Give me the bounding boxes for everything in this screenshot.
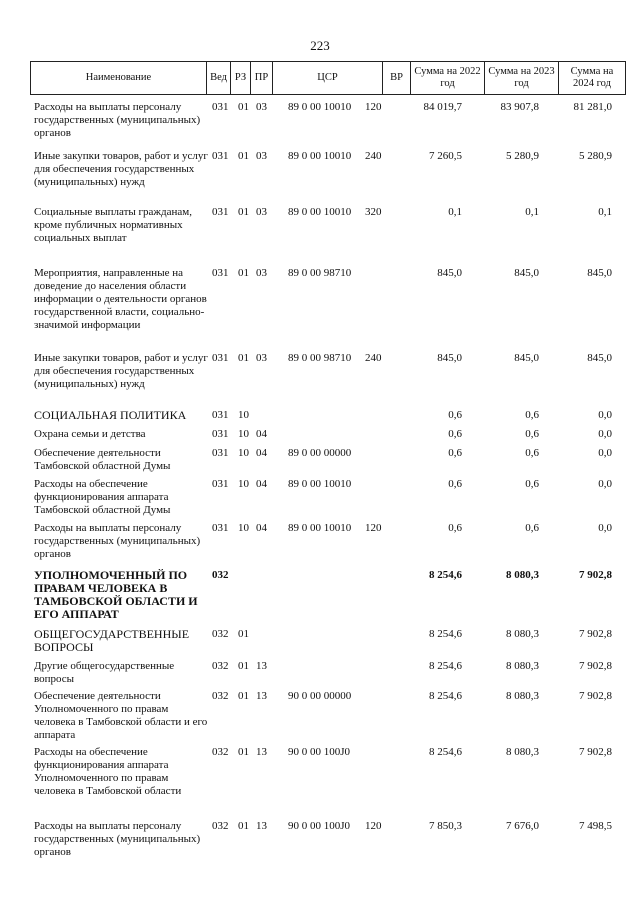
cell-rz: 01 bbox=[238, 101, 249, 113]
cell-ved: 031 bbox=[212, 428, 229, 440]
cell-rz: 01 bbox=[238, 820, 249, 832]
cell-pr: 04 bbox=[256, 428, 267, 440]
cell-name: Охрана семьи и детства bbox=[34, 428, 146, 440]
cell-csr: 90 0 00 100J0 bbox=[288, 820, 351, 832]
cell-s2: 0,6 bbox=[525, 428, 539, 440]
cell-s1: 8 254,6 bbox=[429, 628, 462, 640]
cell-s2: 0,1 bbox=[525, 206, 539, 218]
header-sum-2022: Сумма на 2022 год bbox=[411, 62, 485, 95]
cell-s2: 8 080,3 bbox=[506, 746, 539, 758]
cell-csr: 89 0 00 10010 bbox=[288, 206, 352, 218]
cell-name: Другие общегосударственные вопросы bbox=[34, 660, 175, 685]
cell-rz: 10 bbox=[238, 409, 249, 421]
cell-pr: 03 bbox=[256, 206, 267, 218]
cell-s1: 0,6 bbox=[448, 522, 462, 534]
cell-s1: 0,6 bbox=[448, 428, 462, 440]
cell-s3: 0,0 bbox=[598, 447, 612, 459]
cell-name: ОБЩЕГОСУДАРСТВЕННЫЕ ВОПРОСЫ bbox=[34, 627, 190, 654]
cell-s2: 8 080,3 bbox=[506, 660, 539, 672]
cell-name: Социальные выплаты гражданам, кроме публичных нормативных социальных выплат bbox=[34, 206, 192, 244]
cell-ved: 032 bbox=[212, 746, 229, 758]
cell-name: Иные закупки товаров, работ и услуг для обеспечения государственных (муниципальных) нужд bbox=[34, 150, 208, 188]
cell-ved: 032 bbox=[212, 660, 229, 672]
cell-vr: 240 bbox=[365, 150, 382, 162]
cell-rz: 01 bbox=[238, 660, 249, 672]
cell-s1: 8 254,6 bbox=[429, 690, 462, 702]
cell-pr: 04 bbox=[256, 478, 267, 490]
cell-name: Расходы на обеспечение функционирования аппарата Уполномоченного по правам человека в Тамбовской области bbox=[34, 746, 182, 797]
cell-rz: 01 bbox=[238, 150, 249, 162]
cell-ved: 031 bbox=[212, 352, 229, 364]
cell-s1: 8 254,6 bbox=[429, 660, 462, 672]
header-sum-2024: Сумма на 2024 год bbox=[559, 62, 626, 95]
cell-pr: 03 bbox=[256, 101, 267, 113]
cell-s3: 0,0 bbox=[598, 409, 612, 421]
cell-pr: 03 bbox=[256, 150, 267, 162]
cell-s1: 84 019,7 bbox=[423, 101, 462, 113]
cell-csr: 89 0 00 98710 bbox=[288, 352, 352, 364]
cell-s2: 8 080,3 bbox=[506, 569, 539, 581]
cell-ved: 031 bbox=[212, 447, 229, 459]
cell-pr: 13 bbox=[256, 690, 267, 702]
cell-s3: 845,0 bbox=[587, 352, 612, 364]
cell-ved: 032 bbox=[212, 628, 229, 640]
cell-rz: 01 bbox=[238, 267, 249, 279]
cell-rz: 01 bbox=[238, 628, 249, 640]
cell-s2: 0,6 bbox=[525, 409, 539, 421]
cell-name: Мероприятия, направленные на доведение до населения области информации о деятельности органов государственной власти, социально-значимой информации bbox=[34, 267, 207, 331]
cell-pr: 03 bbox=[256, 267, 267, 279]
cell-s3: 7 902,8 bbox=[579, 746, 612, 758]
cell-s3: 7 902,8 bbox=[579, 569, 612, 581]
cell-csr: 89 0 00 10010 bbox=[288, 522, 352, 534]
header-vr: ВР bbox=[383, 62, 411, 95]
cell-rz: 01 bbox=[238, 352, 249, 364]
table-header bbox=[30, 61, 626, 95]
cell-rz: 10 bbox=[238, 522, 249, 534]
cell-name: Расходы на выплаты персоналу государственных (муниципальных) органов bbox=[34, 820, 201, 858]
cell-s1: 0,1 bbox=[448, 206, 462, 218]
cell-vr: 120 bbox=[365, 101, 382, 113]
cell-ved: 031 bbox=[212, 478, 229, 490]
cell-rz: 10 bbox=[238, 428, 249, 440]
cell-name: УПОЛНОМОЧЕННЫЙ ПО ПРАВАМ ЧЕЛОВЕКА В ТАМБОВСКОЙ ОБЛАСТИ И ЕГО АППАРАТ bbox=[34, 568, 198, 621]
header-ved: Вед bbox=[207, 62, 231, 95]
cell-s1: 8 254,6 bbox=[429, 746, 462, 758]
cell-name: Иные закупки товаров, работ и услуг для обеспечения государственных (муниципальных) нужд bbox=[34, 352, 208, 390]
cell-pr: 13 bbox=[256, 746, 267, 758]
cell-csr: 89 0 00 10010 bbox=[288, 101, 352, 113]
cell-ved: 031 bbox=[212, 409, 229, 421]
cell-rz: 01 bbox=[238, 206, 249, 218]
cell-csr: 89 0 00 10010 bbox=[288, 150, 352, 162]
header-pr: ПР bbox=[251, 62, 273, 95]
cell-rz: 01 bbox=[238, 746, 249, 758]
cell-vr: 240 bbox=[365, 352, 382, 364]
cell-s1: 845,0 bbox=[437, 267, 462, 279]
cell-s1: 0,6 bbox=[448, 447, 462, 459]
cell-csr: 89 0 00 10010 bbox=[288, 478, 352, 490]
cell-ved: 031 bbox=[212, 267, 229, 279]
cell-ved: 031 bbox=[212, 206, 229, 218]
cell-s3: 7 498,5 bbox=[579, 820, 612, 832]
cell-ved: 031 bbox=[212, 101, 229, 113]
header-name: Наименование bbox=[31, 62, 207, 95]
cell-s3: 5 280,9 bbox=[579, 150, 612, 162]
cell-pr: 04 bbox=[256, 522, 267, 534]
cell-vr: 320 bbox=[365, 206, 382, 218]
cell-s1: 0,6 bbox=[448, 409, 462, 421]
cell-pr: 03 bbox=[256, 352, 267, 364]
cell-name: Расходы на выплаты персоналу государственных (муниципальных) органов bbox=[34, 522, 201, 560]
cell-s2: 845,0 bbox=[514, 267, 539, 279]
cell-rz: 10 bbox=[238, 478, 249, 490]
cell-s2: 8 080,3 bbox=[506, 628, 539, 640]
cell-name: Расходы на обеспечение функционирования аппарата Тамбовской областной Думы bbox=[34, 478, 171, 516]
cell-csr: 89 0 00 98710 bbox=[288, 267, 352, 279]
cell-s3: 0,0 bbox=[598, 522, 612, 534]
cell-s1: 0,6 bbox=[448, 478, 462, 490]
cell-s2: 7 676,0 bbox=[506, 820, 539, 832]
cell-s2: 8 080,3 bbox=[506, 690, 539, 702]
cell-s3: 845,0 bbox=[587, 267, 612, 279]
cell-s1: 7 260,5 bbox=[429, 150, 462, 162]
cell-s3: 7 902,8 bbox=[579, 690, 612, 702]
cell-csr: 90 0 00 100J0 bbox=[288, 746, 351, 758]
cell-vr: 120 bbox=[365, 522, 382, 534]
cell-s3: 0,1 bbox=[598, 206, 612, 218]
cell-ved: 032 bbox=[212, 569, 229, 581]
header-rz: РЗ bbox=[231, 62, 251, 95]
cell-pr: 13 bbox=[256, 820, 267, 832]
cell-s1: 7 850,3 bbox=[429, 820, 462, 832]
cell-pr: 13 bbox=[256, 660, 267, 672]
cell-name: Обеспечение деятельности Тамбовской областной Думы bbox=[34, 447, 171, 472]
cell-s2: 0,6 bbox=[525, 522, 539, 534]
cell-name: Обеспечение деятельности Уполномоченного по правам человека в Тамбовской области и его аппарата bbox=[34, 690, 208, 741]
cell-ved: 031 bbox=[212, 150, 229, 162]
cell-ved: 032 bbox=[212, 690, 229, 702]
cell-rz: 10 bbox=[238, 447, 249, 459]
cell-ved: 032 bbox=[212, 820, 229, 832]
cell-name: Расходы на выплаты персоналу государственных (муниципальных) органов bbox=[34, 101, 201, 139]
cell-pr: 04 bbox=[256, 447, 267, 459]
cell-s1: 8 254,6 bbox=[429, 569, 462, 581]
cell-rz: 01 bbox=[238, 690, 249, 702]
cell-s2: 83 907,8 bbox=[500, 101, 539, 113]
cell-ved: 031 bbox=[212, 522, 229, 534]
cell-s2: 845,0 bbox=[514, 352, 539, 364]
cell-s2: 0,6 bbox=[525, 478, 539, 490]
cell-vr: 120 bbox=[365, 820, 382, 832]
page-number: 223 bbox=[310, 38, 330, 53]
cell-s3: 0,0 bbox=[598, 428, 612, 440]
cell-s2: 5 280,9 bbox=[506, 150, 539, 162]
cell-s3: 0,0 bbox=[598, 478, 612, 490]
cell-s3: 7 902,8 bbox=[579, 628, 612, 640]
header-sum-2023: Сумма на 2023 год bbox=[485, 62, 559, 95]
cell-csr: 90 0 00 00000 bbox=[288, 690, 352, 702]
cell-s3: 7 902,8 bbox=[579, 660, 612, 672]
header-csr: ЦСР bbox=[273, 62, 383, 95]
cell-name: СОЦИАЛЬНАЯ ПОЛИТИКА bbox=[34, 408, 187, 422]
cell-csr: 89 0 00 00000 bbox=[288, 447, 352, 459]
cell-s3: 81 281,0 bbox=[573, 101, 612, 113]
cell-s1: 845,0 bbox=[437, 352, 462, 364]
cell-s2: 0,6 bbox=[525, 447, 539, 459]
